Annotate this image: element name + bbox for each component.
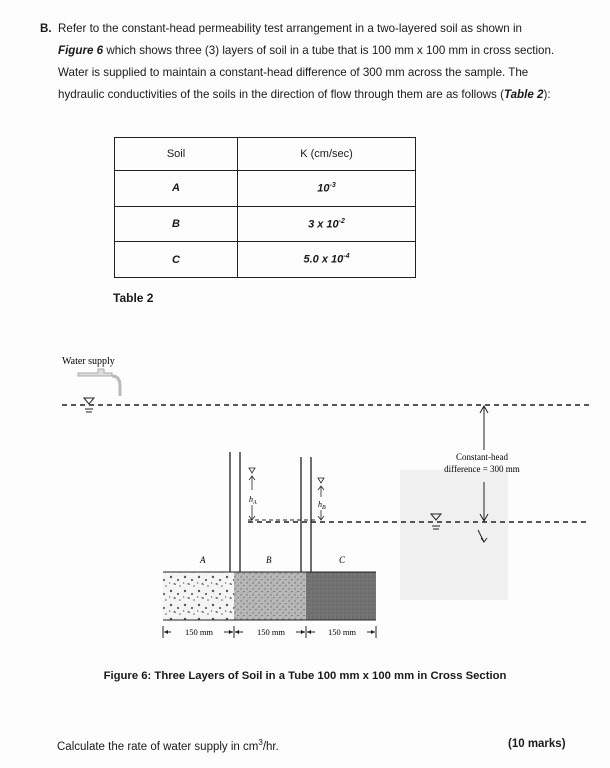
water-supply-label: Water supply: [62, 356, 115, 367]
table-cell-soil: C: [115, 242, 238, 278]
question-line-2: Figure 6 which shows three (3) layers of soil in a tube that is 100 mm x 100 mm in cross section.: [58, 44, 555, 57]
constant-head-value: difference = 300 mm: [444, 464, 520, 474]
question-label: B.: [40, 22, 52, 35]
table-reference: Table 2: [503, 88, 544, 101]
standpipe-b: [301, 457, 311, 572]
figure-reference: Figure 6: [58, 44, 104, 57]
head-b-label: $h_B$: [318, 500, 326, 511]
layer-a-label: A: [200, 555, 206, 565]
standpipe-a: [230, 452, 240, 572]
head-a-dimension: [249, 468, 257, 520]
question-line-3: Water is supplied to maintain a constant-head difference of 300 mm across the sample. The: [58, 66, 529, 79]
soil-layer-b: [234, 572, 306, 620]
question-line-1: Refer to the constant-head permeability test arrangement in a two-layered soil as shown in: [58, 22, 522, 35]
table-cell-k: 5.0 x $10^{-4}$: [238, 242, 416, 278]
dimension-label: 150 mm: [327, 627, 357, 637]
layer-b-label: B: [266, 555, 272, 565]
constant-head-label: Constant-head: [456, 452, 508, 462]
table-cell-k: $10^{-3}$: [238, 171, 416, 207]
faucet-icon: [78, 369, 120, 396]
layer-c-label: C: [339, 555, 346, 565]
table-cell-soil: A: [115, 171, 238, 207]
dimension-label: 150 mm: [184, 627, 214, 637]
table-header-soil: Soil: [115, 138, 238, 171]
head-a-label: $h_A$: [249, 495, 257, 506]
table-header-k: K (cm/sec): [238, 138, 416, 171]
table-caption: Table 2: [113, 291, 154, 305]
table-cell-soil: B: [115, 206, 238, 242]
head-b-dimension: [318, 478, 326, 520]
soil-layer-c: [306, 572, 376, 620]
dimension-label: 150 mm: [256, 627, 286, 637]
figure-caption: Figure 6: Three Layers of Soil in a Tube 100 mm x 100 mm in Cross Section: [103, 670, 507, 682]
marks-label: (10 marks): [508, 738, 566, 750]
length-dimensions: [163, 626, 376, 638]
soil-layer-a: [163, 572, 234, 620]
question-line-4: hydraulic conductivities of the soils in the direction of flow through them are as follows (Table 2):: [58, 88, 551, 101]
table-cell-k: 3 x $10^{-2}$: [238, 206, 416, 242]
task-prompt: Calculate the rate of water supply in $cm^3/hr$.: [57, 738, 279, 753]
